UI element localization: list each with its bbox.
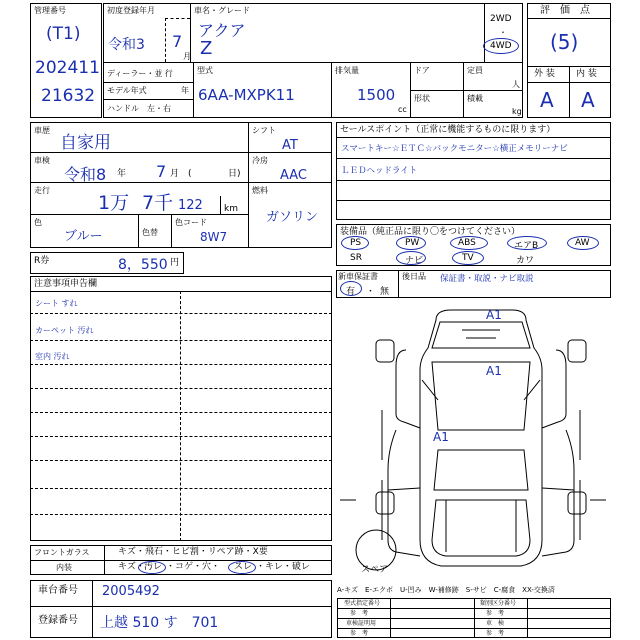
interior-text-2: 汚レ xyxy=(144,562,163,572)
equip-navi: ナビ xyxy=(405,256,424,266)
equip-pw-circle xyxy=(396,236,426,250)
equip-aw: AW xyxy=(575,238,590,248)
drive-4wd-circle xyxy=(483,38,519,54)
usage-label: 車歴 xyxy=(34,126,50,135)
dealer-label: ディーラー・並 行 xyxy=(107,69,173,78)
model-year-label: モデル年式 xyxy=(107,86,147,95)
reg-era: 令和3 xyxy=(108,37,145,53)
load-label: 積載 xyxy=(467,94,483,103)
interior-text-5: ・キレ・破レ xyxy=(256,562,310,572)
displacement-label: 排気量 xyxy=(335,66,359,75)
note-line-3: 室内 汚れ xyxy=(35,352,70,361)
warranty-label: 新車保証書 xyxy=(338,272,378,281)
equip-pw: PW xyxy=(405,238,420,248)
model: 6AA-MXPK11 xyxy=(198,86,295,104)
equip-ps-circle xyxy=(341,236,369,250)
ref-r2b: 参 考 xyxy=(486,610,505,617)
equip-aw-circle xyxy=(567,236,599,250)
later-label: 後日品 xyxy=(402,272,426,281)
km-unit: km xyxy=(224,204,238,214)
mgmt-no2: 21632 xyxy=(41,86,96,106)
selling-label: セールスポイント（正常に機能するものに限ります） xyxy=(340,125,556,135)
chassis-label: 車台番号 xyxy=(38,585,78,596)
car-name-label: 車名・グレード xyxy=(194,6,250,15)
mileage-small: 122 xyxy=(178,198,203,213)
warranty-sep: ・ xyxy=(366,287,376,297)
selling-line1: スマートキー☆ＥＴＣ☆バックモニター☆横正メモリーナビ xyxy=(341,144,568,154)
kg-unit: kg xyxy=(512,107,522,116)
drive-4wd: 4WD xyxy=(490,41,512,51)
warranty-yes-circle xyxy=(340,281,362,296)
chassis-value: 2005492 xyxy=(102,584,160,599)
interior-grade: A xyxy=(581,88,595,112)
insp-month: 7 xyxy=(156,162,167,181)
shift-label: シフト xyxy=(252,126,276,135)
ac-label: 冷房 xyxy=(252,156,268,165)
selling-line2: ＬＥＤヘッドライト xyxy=(341,166,418,176)
ref-r4b: 参 考 xyxy=(486,630,505,637)
equip-sr: SR xyxy=(350,253,362,263)
fuel: ガソリン xyxy=(266,210,319,225)
drive-dot: ・ xyxy=(499,28,507,37)
interior-cond-label: 内装 xyxy=(56,563,72,572)
color-change-label: 色替 xyxy=(142,228,158,237)
equip-airbag: エアB xyxy=(514,241,539,251)
drive-2wd: 2WD xyxy=(490,14,512,24)
ref-r1b: 類別区分番号 xyxy=(480,600,517,607)
damage-mark-front: A1 xyxy=(486,308,502,322)
damage-mark-roof: A1 xyxy=(486,364,502,378)
note-line-2: カーペット 汚れ xyxy=(35,326,94,335)
equip-abs: ABS xyxy=(458,238,476,248)
reg-month: 7 xyxy=(172,32,183,51)
notes-box xyxy=(30,276,332,541)
mgmt-no1: 202411 xyxy=(35,58,100,78)
score: (5) xyxy=(550,30,579,54)
interior-wear-circle xyxy=(228,561,256,574)
grade: Z xyxy=(200,38,213,59)
damage-legend: A-キズ E-エクボ U-凹み W-補修跡 S-サビ C-腐食 XX-交換済 xyxy=(337,586,555,594)
mgmt-t: (T1) xyxy=(46,24,81,44)
insp-month-unit: 月 xyxy=(170,169,180,179)
year-unit: 年 xyxy=(181,86,189,95)
interior-text-1: キズ・ xyxy=(118,562,145,572)
color-code-label: 色コード xyxy=(175,218,207,227)
damage-mark-left: A1 xyxy=(433,430,449,444)
car-name: アクア xyxy=(198,21,246,40)
ac: AAC xyxy=(280,168,307,183)
color: ブルー xyxy=(64,229,103,244)
warranty-yes: 有 xyxy=(346,287,356,297)
insp-day-paren: ( xyxy=(188,169,192,179)
ref-r3a: 車検証明用 xyxy=(346,620,377,627)
plate-label: 登録番号 xyxy=(38,615,78,626)
reg-year-label: 初度登録年月 xyxy=(107,6,155,15)
fuel-label: 燃料 xyxy=(252,186,268,195)
equip-ps: PS xyxy=(350,238,362,248)
interior-text-4: スレ xyxy=(234,562,253,572)
interior-dirt-circle xyxy=(138,561,166,574)
door-label: ドア xyxy=(414,66,430,75)
cc-unit: cc xyxy=(398,105,407,114)
equipment-label: 装備品（純正品に限り〇をつけてください） xyxy=(340,227,521,237)
insp-year-unit: 年 xyxy=(117,169,127,179)
interior-text-3: ・コゲ・穴・ xyxy=(166,562,221,572)
equip-abs-circle xyxy=(450,236,488,250)
recycle: 8，550 xyxy=(118,257,168,273)
person-unit: 人 xyxy=(512,80,520,89)
notes-label: 注意事項申告欄 xyxy=(34,279,98,289)
mileage-label: 走行 xyxy=(34,186,50,195)
shift: AT xyxy=(282,138,298,153)
mgmt-label: 管理番号 xyxy=(34,6,66,15)
front-glass-label: フロントガラス xyxy=(34,548,90,557)
ref-r1a: 型式指定番号 xyxy=(344,600,381,607)
equip-tv: TV xyxy=(462,253,474,263)
spare-label: スペア xyxy=(361,565,389,575)
insp-era: 令和8 xyxy=(64,165,107,184)
inspection-label: 車検 xyxy=(34,156,50,165)
equip-airbag-circle xyxy=(507,236,547,250)
exterior-label: 外 装 xyxy=(534,69,555,79)
exterior-grade: A xyxy=(540,88,554,112)
interior-label: 内 装 xyxy=(576,69,597,79)
color-code: 8W7 xyxy=(200,230,228,244)
month-unit: 月 xyxy=(183,52,191,61)
capacity-label: 定員 xyxy=(467,66,483,75)
car-diagram xyxy=(336,300,611,580)
equip-leather: カワ xyxy=(516,256,535,266)
ref-r2a: 参 考 xyxy=(350,610,369,617)
shape-label: 形状 xyxy=(414,94,430,103)
later: 保証書・取説・ナビ取説 xyxy=(440,274,534,284)
color-label: 色 xyxy=(34,218,42,227)
mileage-big2: 7千 xyxy=(142,192,174,214)
displacement: 1500 xyxy=(357,86,396,104)
equip-tv-circle xyxy=(452,251,484,265)
ref-r4a: 参 考 xyxy=(350,630,369,637)
front-glass-text: キズ・飛石・ヒビ割・リペア跡・X要 xyxy=(118,547,268,557)
score-label: 評 価 点 xyxy=(540,5,590,16)
note-line-1: シート すれ xyxy=(35,299,78,308)
model-label: 型式 xyxy=(197,66,213,75)
day-unit: 日) xyxy=(228,169,241,179)
plate-value: 上越 510 す 701 xyxy=(100,615,219,631)
handle-label: ハンドル 左・右 xyxy=(107,104,171,113)
mileage-big1: 1万 xyxy=(98,192,130,214)
usage: 自家用 xyxy=(60,133,111,153)
equip-navi-circle xyxy=(396,251,426,265)
vehicle-box xyxy=(103,3,523,118)
yen-unit: 円 xyxy=(170,258,180,268)
ref-r3b: 車 検 xyxy=(486,620,505,627)
warranty-no: 無 xyxy=(380,287,390,297)
recycle-label: R券 xyxy=(34,256,50,266)
